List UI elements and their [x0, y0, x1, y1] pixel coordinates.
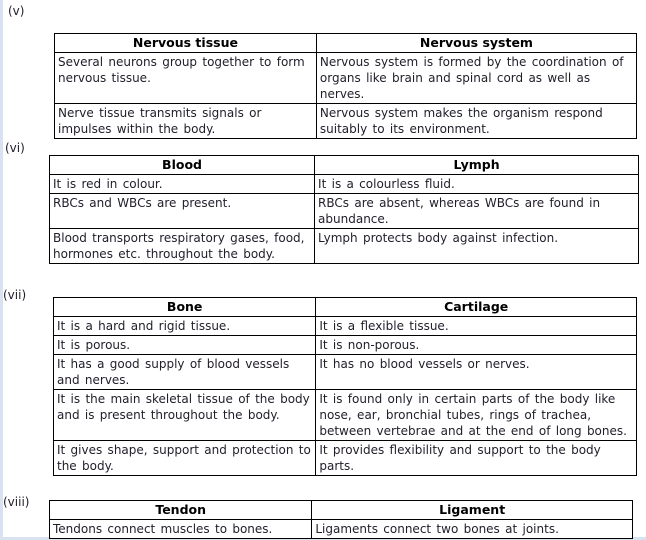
- window-edge-left: [0, 0, 3, 540]
- column-header: Bone: [54, 298, 316, 317]
- table-cell: It is a hard and rigid tissue.: [54, 317, 316, 336]
- table-row: [54, 336, 637, 355]
- table-cell: It is red in colour.: [50, 175, 315, 194]
- table-cell: It has no blood vessels or nerves.: [316, 355, 637, 390]
- table-row: [50, 229, 639, 264]
- table-row: [54, 390, 637, 441]
- table-cell: Nervous system is formed by the coordination of organs like brain and spinal cord as well as nerves.: [316, 53, 636, 104]
- table-row: [55, 53, 637, 104]
- comparison-table-tendon-vs-ligament: [49, 500, 633, 539]
- column-header: Nervous system: [316, 34, 636, 53]
- table-cell: Nervous system makes the organism respond suitably to its environment.: [316, 104, 636, 139]
- column-header: Cartilage: [316, 298, 637, 317]
- table-row: [54, 317, 637, 336]
- table-cell: It is the main skeletal tissue of the body and is present throughout the body.: [54, 390, 316, 441]
- table-cell: Several neurons group together to form nervous tissue.: [55, 53, 317, 104]
- table-cell: Tendons connect muscles to bones.: [50, 520, 312, 539]
- column-header: Ligament: [312, 501, 633, 520]
- comparison-table-bone-vs-cartilage: [53, 297, 637, 476]
- section-label-viii: (viii): [3, 495, 30, 509]
- table-row: [55, 104, 637, 139]
- table-cell: Nerve tissue transmits signals or impulses within the body.: [55, 104, 317, 139]
- table-row: [50, 175, 639, 194]
- table-header-row: [50, 156, 639, 175]
- column-header: Tendon: [50, 501, 312, 520]
- table-header-row: [54, 298, 637, 317]
- table-cell: It is a colourless fluid.: [315, 175, 639, 194]
- section-label-vii: (vii): [3, 288, 27, 302]
- table-cell: Lymph protects body against infection.: [315, 229, 639, 264]
- column-header: Blood: [50, 156, 315, 175]
- table-cell: It provides flexibility and support to the body parts.: [316, 441, 637, 476]
- column-header: Nervous tissue: [55, 34, 317, 53]
- table-row: [54, 355, 637, 390]
- comparison-table-nervous-tissue-vs-nervous-system: [54, 33, 637, 139]
- table-cell: Blood transports respiratory gases, food, hormones etc. throughout the body.: [50, 229, 315, 264]
- table-cell: It is non-porous.: [316, 336, 637, 355]
- table-cell: RBCs and WBCs are present.: [50, 194, 315, 229]
- table-row: [54, 441, 637, 476]
- comparison-table-blood-vs-lymph: [49, 155, 639, 264]
- table-cell: It is found only in certain parts of the body like nose, ear, bronchial tubes, rings of trachea, between vertebrae and at the end of long bones.: [316, 390, 637, 441]
- section-label-v: (v): [8, 4, 25, 18]
- section-label-vi: (vi): [5, 141, 25, 155]
- table-row: [50, 194, 639, 229]
- table-cell: It gives shape, support and protection to the body.: [54, 441, 316, 476]
- table-header-row: [50, 501, 633, 520]
- table-cell: Ligaments connect two bones at joints.: [312, 520, 633, 539]
- table-cell: It is a flexible tissue.: [316, 317, 637, 336]
- table-header-row: [55, 34, 637, 53]
- table-cell: RBCs are absent, whereas WBCs are found in abundance.: [315, 194, 639, 229]
- table-cell: It is porous.: [54, 336, 316, 355]
- table-cell: It has a good supply of blood vessels and nerves.: [54, 355, 316, 390]
- table-row: [50, 520, 633, 539]
- column-header: Lymph: [315, 156, 639, 175]
